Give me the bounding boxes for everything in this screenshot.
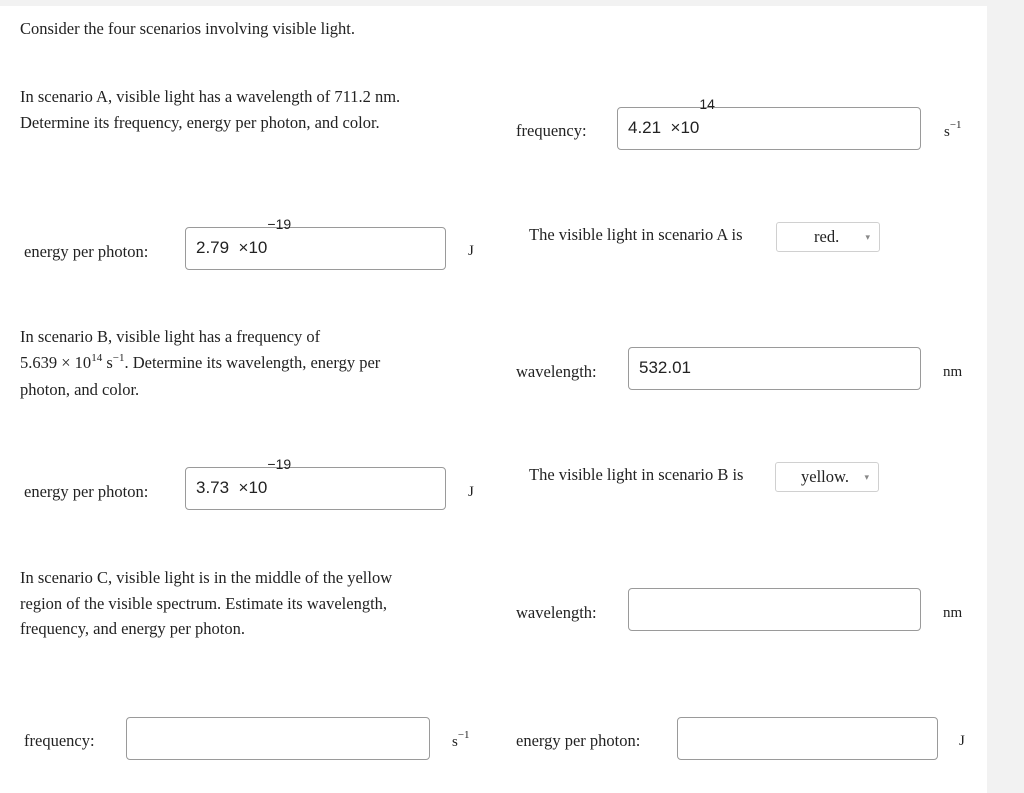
scenario-b-energy-input[interactable] [185, 456, 446, 510]
scenario-a-energy-input[interactable] [185, 216, 446, 270]
scenario-c-frequency-label: frequency: [24, 731, 95, 750]
scenario-c-wavelength-unit: nm [943, 605, 963, 621]
scenario-b-color-prompt: The visible light in scenario B is [529, 465, 744, 484]
scenario-b-wavelength-unit: nm [943, 364, 963, 380]
scenario-b-energy-unit: J [468, 484, 474, 500]
scenario-b-line2: $5.639 \times 10^{14}$ $s^{-1}$. Determine its wavelength, energy per [20, 352, 381, 372]
scenario-a-frequency-unit: $s^{-1}$ [944, 119, 962, 140]
scenario-b-wavelength-label: wavelength: [516, 362, 597, 381]
scenario-c-line3: frequency, and energy per photon. [20, 619, 245, 638]
scenario-b-line3: photon, and color. [20, 380, 140, 399]
scenario-a-line1: In scenario A, visible light has a wavelength of 711.2 nm. [20, 87, 401, 106]
scenario-b-wavelength-value: 532.01 [639, 358, 691, 377]
scenario-c-energy-input[interactable] [677, 717, 938, 760]
scenario-a-energy-mantissa: 2.79 [196, 238, 230, 257]
scenario-a-energy-label: energy per photon: [24, 242, 149, 261]
scenario-b-line1: In scenario B, visible light has a frequency of [20, 327, 321, 346]
scenario-b-energy-mantissa: 3.73 [196, 478, 230, 497]
scenario-c-line1: In scenario C, visible light is in the middle of the yellow [20, 568, 393, 587]
scenario-c-wavelength-label: wavelength: [516, 603, 597, 622]
scenario-c-wavelength-input[interactable] [628, 588, 921, 631]
scenario-c-line2: region of the visible spectrum. Estimate its wavelength, [20, 594, 388, 613]
scenario-c-energy-unit: J [959, 733, 965, 749]
scenario-a-frequency-label: frequency: [516, 121, 587, 140]
scenario-a-frequency-mantissa: 4.21 [628, 118, 662, 137]
scenario-a-frequency-times: ×10 [670, 118, 700, 137]
scenario-a-line2: Determine its frequency, energy per photon, and color. [20, 113, 380, 132]
scenario-b-color-select[interactable] [775, 462, 879, 492]
scenario-a-frequency-input[interactable] [617, 96, 921, 150]
scenario-c-frequency-input[interactable] [126, 717, 430, 760]
scenario-a-frequency-exponent: 14 [699, 96, 715, 112]
scenario-b-color-value: yellow. [801, 467, 849, 486]
scenario-a-energy-unit: J [468, 243, 474, 259]
scenario-c-energy-label: energy per photon: [516, 731, 641, 750]
scenario-b-energy-exponent: −19 [267, 456, 292, 472]
chevron-down-icon: ▾ [864, 473, 869, 483]
scenario-a-energy-times: ×10 [238, 238, 268, 257]
chevron-down-icon: ▾ [865, 233, 870, 243]
scenario-a-energy-exponent: −19 [267, 216, 292, 232]
scenario-b-wavelength-input[interactable] [628, 347, 921, 390]
intro-text: Consider the four scenarios involving visible light. [20, 19, 355, 38]
scenario-a-color-select[interactable] [776, 222, 880, 252]
scenario-c-frequency-unit: $s^{-1}$ [452, 729, 470, 750]
scenario-b-energy-times: ×10 [238, 478, 268, 497]
scenario-b-energy-label: energy per photon: [24, 482, 149, 501]
scenario-a-color-prompt: The visible light in scenario A is [529, 225, 743, 244]
scenario-a-color-value: red. [814, 227, 840, 246]
